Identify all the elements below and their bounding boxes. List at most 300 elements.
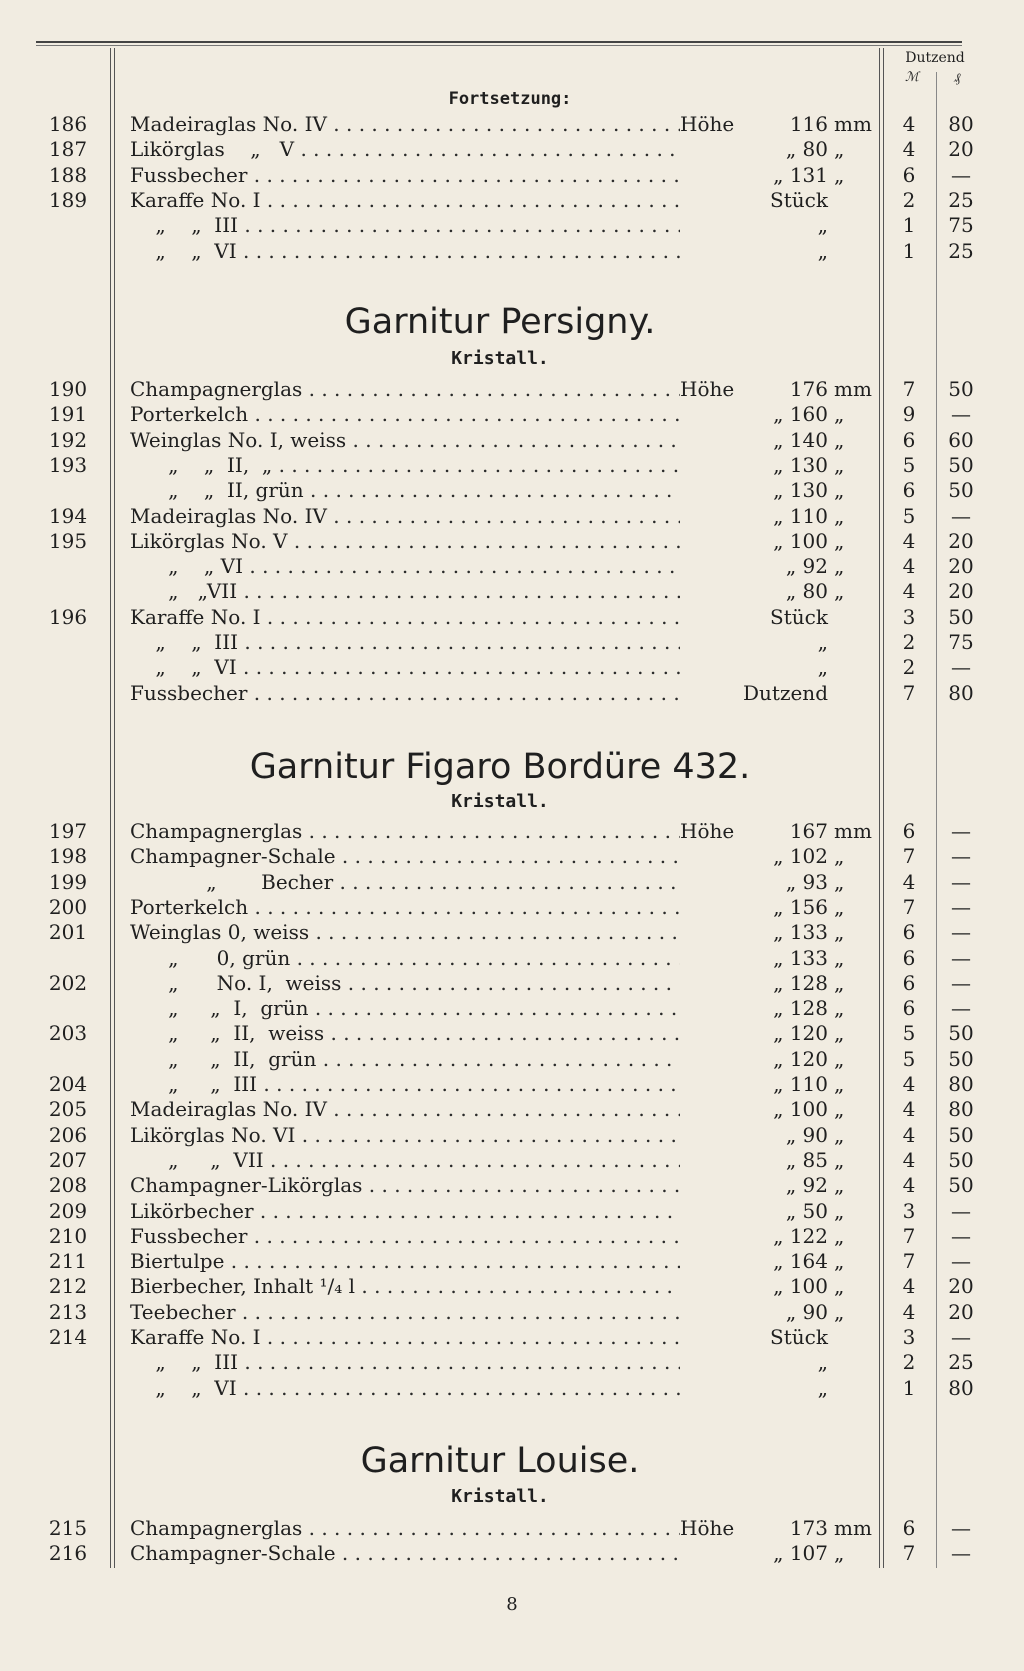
size-value: „ 156: [773, 894, 828, 919]
size-unit: „: [834, 137, 845, 162]
size-unit: „: [834, 452, 845, 477]
size-value: „ 90: [785, 1122, 828, 1147]
size-unit: „: [834, 1541, 845, 1566]
item-name: Porterkelch . . .: [130, 895, 690, 920]
item-size: [680, 1350, 878, 1375]
item-name: „ „VII . . .: [130, 579, 690, 604]
price-pfennig: 25: [948, 238, 974, 263]
item-number: 216: [48, 1541, 88, 1566]
price-pfennig: 50: [948, 452, 974, 477]
table-row: [0, 1516, 1024, 1541]
size-value: „ 85: [785, 1147, 828, 1172]
table-row: [0, 453, 1024, 478]
item-number: 186: [48, 112, 88, 136]
price-pfennig: 20: [948, 528, 974, 553]
table-row: [0, 1541, 1024, 1566]
page-number: 8: [506, 1594, 518, 1615]
price-column-header: Dutzend: [905, 50, 965, 66]
size-label: Höhe: [680, 819, 735, 843]
item-number: 196: [48, 604, 88, 629]
size-value: „ 110: [773, 1072, 828, 1096]
size-unit: „: [834, 427, 845, 452]
table-row: [0, 605, 1024, 630]
price-mark: 6: [902, 427, 916, 452]
table-row: [0, 1300, 1024, 1325]
price-pfennig: 50: [948, 1046, 974, 1071]
size-label: Höhe: [680, 377, 735, 401]
table-row: [0, 137, 1024, 162]
item-number: 200: [48, 894, 88, 919]
continuation-heading: Fortsetzung:: [448, 89, 572, 109]
item-name: Karaffe No. I . . .: [130, 188, 690, 213]
size-value: „ 90: [785, 1299, 828, 1324]
price-mark: 9: [902, 402, 916, 427]
item-number: 198: [48, 844, 88, 869]
item-number: 208: [48, 1173, 88, 1198]
item-number: 192: [48, 427, 88, 452]
item-number: 206: [48, 1122, 88, 1147]
item-number: 203: [48, 1021, 88, 1046]
price-pfennig: 80: [948, 1097, 974, 1122]
table-row: [0, 529, 1024, 554]
item-number: 197: [48, 819, 88, 843]
size-unit: mm: [834, 819, 872, 843]
item-size: [680, 1224, 878, 1249]
item-size: [680, 1376, 878, 1401]
size-value: „ 100: [773, 528, 828, 553]
size-value: „: [817, 630, 828, 654]
item-name: Biertulpe . . .: [130, 1249, 690, 1274]
pfennig-symbol: ₰: [954, 71, 961, 86]
price-pfennig: 75: [948, 630, 974, 654]
price-mark: 7: [902, 1541, 916, 1566]
size-value: Stück: [770, 187, 828, 212]
table-row: [0, 1325, 1024, 1350]
item-number: 214: [48, 1325, 88, 1349]
size-value: „ 93: [785, 869, 828, 894]
price-pfennig: 80: [948, 112, 974, 136]
item-size: [680, 895, 878, 920]
item-number: 204: [48, 1072, 88, 1096]
price-mark: 4: [902, 528, 916, 553]
price-pfennig: 25: [948, 1350, 974, 1375]
item-size: [680, 844, 878, 869]
item-size: [680, 402, 878, 427]
item-name: Karaffe No. I . . .: [130, 1325, 690, 1350]
price-mark: 7: [902, 894, 916, 919]
top-rule: [36, 41, 962, 43]
item-name: „ „ III . . .: [130, 213, 690, 238]
table-row: [0, 1097, 1024, 1122]
item-size: [680, 819, 878, 844]
price-mark: 6: [902, 996, 916, 1021]
item-size: [680, 946, 878, 971]
item-size: [680, 1097, 878, 1122]
item-size: [680, 478, 878, 503]
item-size: [680, 1199, 878, 1224]
price-pfennig: —: [951, 1325, 971, 1349]
table-row: [0, 1072, 1024, 1097]
size-unit: „: [834, 970, 845, 995]
price-pfennig: —: [951, 945, 971, 970]
size-value: „ 128: [773, 996, 828, 1021]
item-size: [680, 239, 878, 264]
price-pfennig: 50: [948, 1122, 974, 1147]
size-unit: „: [834, 1198, 845, 1223]
item-size: [680, 137, 878, 162]
table-row: [0, 870, 1024, 895]
size-value: 176: [789, 377, 828, 401]
item-number: 190: [48, 377, 88, 401]
price-pfennig: 20: [948, 137, 974, 162]
item-number: 210: [48, 1223, 88, 1248]
item-number: 188: [48, 162, 88, 187]
item-name: Champagner-Likörglas . . .: [130, 1173, 690, 1198]
item-number: 199: [48, 869, 88, 894]
size-value: „: [817, 655, 828, 680]
item-name: „ „ VII . . .: [130, 1148, 690, 1173]
section-subtitle: Kristall.: [451, 1486, 549, 1507]
size-label: Höhe: [680, 112, 735, 136]
table-row: [0, 1173, 1024, 1198]
size-value: Dutzend: [742, 680, 828, 705]
table-row: [0, 554, 1024, 579]
size-unit: „: [834, 402, 845, 427]
price-pfennig: 60: [948, 427, 974, 452]
table-row: [0, 1376, 1024, 1401]
item-name: „ „ VI . . .: [130, 1376, 690, 1401]
price-mark: 4: [902, 1274, 916, 1299]
size-unit: mm: [834, 112, 872, 136]
price-pfennig: —: [951, 162, 971, 187]
price-mark: 3: [902, 604, 916, 629]
price-mark: 3: [902, 1325, 916, 1349]
table-row: [0, 946, 1024, 971]
item-name: „ „ I, grün . . .: [130, 996, 690, 1021]
item-size: [680, 554, 878, 579]
item-name: „ „ III . . .: [130, 1072, 690, 1097]
item-size: [680, 453, 878, 478]
table-row: [0, 996, 1024, 1021]
item-size: [680, 1325, 878, 1350]
price-pfennig: —: [951, 1249, 971, 1274]
price-mark: 7: [902, 1249, 916, 1274]
size-value: „ 130: [773, 478, 828, 503]
size-unit: „: [834, 1122, 845, 1147]
item-number: 201: [48, 920, 88, 945]
table-row: [0, 402, 1024, 427]
size-value: „ 140: [773, 427, 828, 452]
item-name: Champagnerglas . . .: [130, 819, 690, 844]
table-row: [0, 1224, 1024, 1249]
size-value: „ 120: [773, 1046, 828, 1071]
price-pfennig: 80: [948, 680, 974, 705]
item-name: „ „ VI . . .: [130, 239, 690, 264]
price-mark: 4: [902, 137, 916, 162]
item-name: Porterkelch . . .: [130, 402, 690, 427]
size-value: 173: [789, 1516, 828, 1540]
item-size: [680, 1148, 878, 1173]
item-name: Fussbecher . . .: [130, 1224, 690, 1249]
price-mark: 7: [902, 1223, 916, 1248]
table-row: [0, 428, 1024, 453]
size-value: „ 120: [773, 1021, 828, 1046]
price-pfennig: 50: [948, 377, 974, 401]
item-size: [680, 213, 878, 238]
price-mark: 1: [902, 213, 916, 238]
size-unit: „: [834, 1173, 845, 1198]
size-unit: „: [834, 1021, 845, 1046]
table-row: [0, 1274, 1024, 1299]
table-row: [0, 844, 1024, 869]
price-pfennig: 50: [948, 478, 974, 503]
item-size: [680, 1047, 878, 1072]
table-row: [0, 819, 1024, 844]
price-mark: 4: [902, 1173, 916, 1198]
item-size: [680, 1274, 878, 1299]
item-name: Champagner-Schale . . .: [130, 844, 690, 869]
item-size: [680, 681, 878, 706]
table-row: [0, 239, 1024, 264]
price-pfennig: 20: [948, 579, 974, 604]
item-size: [680, 971, 878, 996]
table-row: [0, 1148, 1024, 1173]
price-mark: 4: [902, 554, 916, 579]
price-pfennig: 20: [948, 554, 974, 579]
price-pfennig: —: [951, 970, 971, 995]
size-unit: „: [834, 945, 845, 970]
size-unit: „: [834, 1097, 845, 1122]
price-mark: 2: [902, 630, 916, 654]
price-pfennig: 50: [948, 604, 974, 629]
price-pfennig: 80: [948, 1072, 974, 1096]
section-title: Garnitur Louise.: [360, 1441, 640, 1481]
price-mark: 4: [902, 1122, 916, 1147]
price-mark: 4: [902, 869, 916, 894]
size-unit: „: [834, 1147, 845, 1172]
size-value: „ 133: [773, 920, 828, 945]
price-pfennig: 50: [948, 1173, 974, 1198]
size-unit: „: [834, 162, 845, 187]
size-value: „ 133: [773, 945, 828, 970]
table-row: [0, 971, 1024, 996]
item-name: „ „ III . . .: [130, 630, 690, 655]
size-unit: „: [834, 894, 845, 919]
top-rule-thin: [36, 45, 962, 46]
table-row: [0, 213, 1024, 238]
price-mark: 2: [902, 655, 916, 680]
price-mark: 4: [902, 1097, 916, 1122]
section-subtitle: Kristall.: [451, 791, 549, 812]
price-mark: 5: [902, 1021, 916, 1046]
size-unit: „: [834, 920, 845, 945]
table-row: [0, 1350, 1024, 1375]
table-row: [0, 1249, 1024, 1274]
size-unit: „: [834, 1046, 845, 1071]
price-pfennig: 25: [948, 187, 974, 212]
price-pfennig: —: [951, 655, 971, 680]
price-mark: 6: [902, 478, 916, 503]
size-value: „ 164: [773, 1249, 828, 1274]
price-mark: 2: [902, 1350, 916, 1375]
item-number: 207: [48, 1147, 88, 1172]
price-pfennig: 80: [948, 1375, 974, 1400]
size-value: 116: [789, 112, 828, 136]
price-mark: 1: [902, 238, 916, 263]
size-unit: „: [834, 1249, 845, 1274]
table-row: [0, 163, 1024, 188]
item-size: [680, 1173, 878, 1198]
size-value: Stück: [770, 604, 828, 629]
item-size: [680, 188, 878, 213]
item-name: „ „ II, grün . . .: [130, 478, 690, 503]
item-size: [680, 579, 878, 604]
size-value: „ 160: [773, 402, 828, 427]
price-mark: 1: [902, 1375, 916, 1400]
item-size: [680, 1516, 878, 1541]
size-unit: „: [834, 503, 845, 528]
size-value: „: [817, 1375, 828, 1400]
price-mark: 6: [902, 1516, 916, 1540]
item-name: Fussbecher . . .: [130, 681, 690, 706]
item-name: „ „ VI . . .: [130, 554, 690, 579]
size-value: Stück: [770, 1325, 828, 1349]
item-size: [680, 1072, 878, 1097]
size-value: „ 107: [773, 1541, 828, 1566]
item-name: Madeiraglas No. IV . . .: [130, 112, 690, 137]
item-name: Likörglas No. V . . .: [130, 529, 690, 554]
size-value: „ 50: [785, 1198, 828, 1223]
item-number: 195: [48, 528, 88, 553]
item-size: [680, 655, 878, 680]
item-number: 213: [48, 1299, 88, 1324]
item-number: 187: [48, 137, 88, 162]
price-mark: 4: [902, 1072, 916, 1096]
size-unit: mm: [834, 377, 872, 401]
price-mark: 3: [902, 1198, 916, 1223]
price-pfennig: 20: [948, 1274, 974, 1299]
item-number: 202: [48, 970, 88, 995]
size-unit: „: [834, 1223, 845, 1248]
size-unit: „: [834, 1274, 845, 1299]
item-name: „ „ II, grün . . .: [130, 1047, 690, 1072]
size-value: „: [817, 238, 828, 263]
price-pfennig: —: [951, 920, 971, 945]
size-unit: mm: [834, 1516, 872, 1540]
size-unit: „: [834, 1072, 845, 1096]
item-name: Likörglas No. VI . . .: [130, 1123, 690, 1148]
item-name: Likörglas „ V . . .: [130, 137, 690, 162]
section-title: Garnitur Figaro Bordüre 432.: [249, 747, 751, 787]
table-row: [0, 478, 1024, 503]
mark-symbol: ℳ: [905, 70, 919, 85]
item-number: 191: [48, 402, 88, 427]
item-size: [680, 428, 878, 453]
price-pfennig: —: [951, 402, 971, 427]
price-pfennig: 50: [948, 1021, 974, 1046]
price-pfennig: —: [951, 1223, 971, 1248]
item-number: 189: [48, 187, 88, 212]
price-mark: 7: [902, 680, 916, 705]
price-mark: 6: [902, 162, 916, 187]
item-name: Champagner-Schale . . .: [130, 1541, 690, 1566]
price-mark: 4: [902, 112, 916, 136]
size-value: „ 130: [773, 452, 828, 477]
item-size: [680, 377, 878, 402]
price-pfennig: 50: [948, 1147, 974, 1172]
item-size: [680, 996, 878, 1021]
size-unit: „: [834, 478, 845, 503]
price-pfennig: —: [951, 894, 971, 919]
item-size: [680, 1021, 878, 1046]
size-value: „ 100: [773, 1097, 828, 1122]
size-unit: „: [834, 1299, 845, 1324]
table-row: [0, 188, 1024, 213]
item-name: Weinglas No. I, weiss . . .: [130, 428, 690, 453]
size-value: „ 122: [773, 1223, 828, 1248]
table-row: [0, 1199, 1024, 1224]
item-number: 205: [48, 1097, 88, 1122]
item-size: [680, 920, 878, 945]
size-value: „: [817, 213, 828, 238]
price-pfennig: —: [951, 503, 971, 528]
price-pfennig: 20: [948, 1299, 974, 1324]
price-mark: 4: [902, 1147, 916, 1172]
size-unit: „: [834, 996, 845, 1021]
price-mark: 2: [902, 187, 916, 212]
item-size: [680, 163, 878, 188]
price-mark: 4: [902, 1299, 916, 1324]
size-value: „ 80: [785, 137, 828, 162]
item-size: [680, 630, 878, 655]
item-number: 194: [48, 503, 88, 528]
price-mark: 7: [902, 377, 916, 401]
item-name: Champagnerglas . . .: [130, 1516, 690, 1541]
item-name: Teebecher . . .: [130, 1300, 690, 1325]
price-mark: 4: [902, 579, 916, 604]
item-size: [680, 605, 878, 630]
item-name: „ Becher . . .: [130, 870, 690, 895]
item-name: Fussbecher . . .: [130, 163, 690, 188]
table-row: [0, 681, 1024, 706]
size-value: „ 128: [773, 970, 828, 995]
price-mark: 6: [902, 945, 916, 970]
table-row: [0, 112, 1024, 137]
item-name: „ „ III . . .: [130, 1350, 690, 1375]
item-name: Karaffe No. I . . .: [130, 605, 690, 630]
price-pfennig: —: [951, 844, 971, 869]
table-row: [0, 920, 1024, 945]
size-value: „: [817, 1350, 828, 1375]
item-name: „ „ VI . . .: [130, 655, 690, 680]
price-mark: 6: [902, 819, 916, 843]
table-row: [0, 1047, 1024, 1072]
item-size: [680, 504, 878, 529]
item-name: „ „ II, „ . . .: [130, 453, 690, 478]
price-pfennig: —: [951, 1516, 971, 1540]
price-mark: 6: [902, 920, 916, 945]
table-row: [0, 655, 1024, 680]
price-pfennig: 75: [948, 213, 974, 238]
size-unit: „: [834, 579, 845, 604]
size-unit: „: [834, 554, 845, 579]
item-name: Weinglas 0, weiss . . .: [130, 920, 690, 945]
size-value: „ 80: [785, 579, 828, 604]
size-value: 167: [789, 819, 828, 843]
price-mark: 5: [902, 452, 916, 477]
size-value: „ 110: [773, 503, 828, 528]
price-pfennig: —: [951, 1541, 971, 1566]
